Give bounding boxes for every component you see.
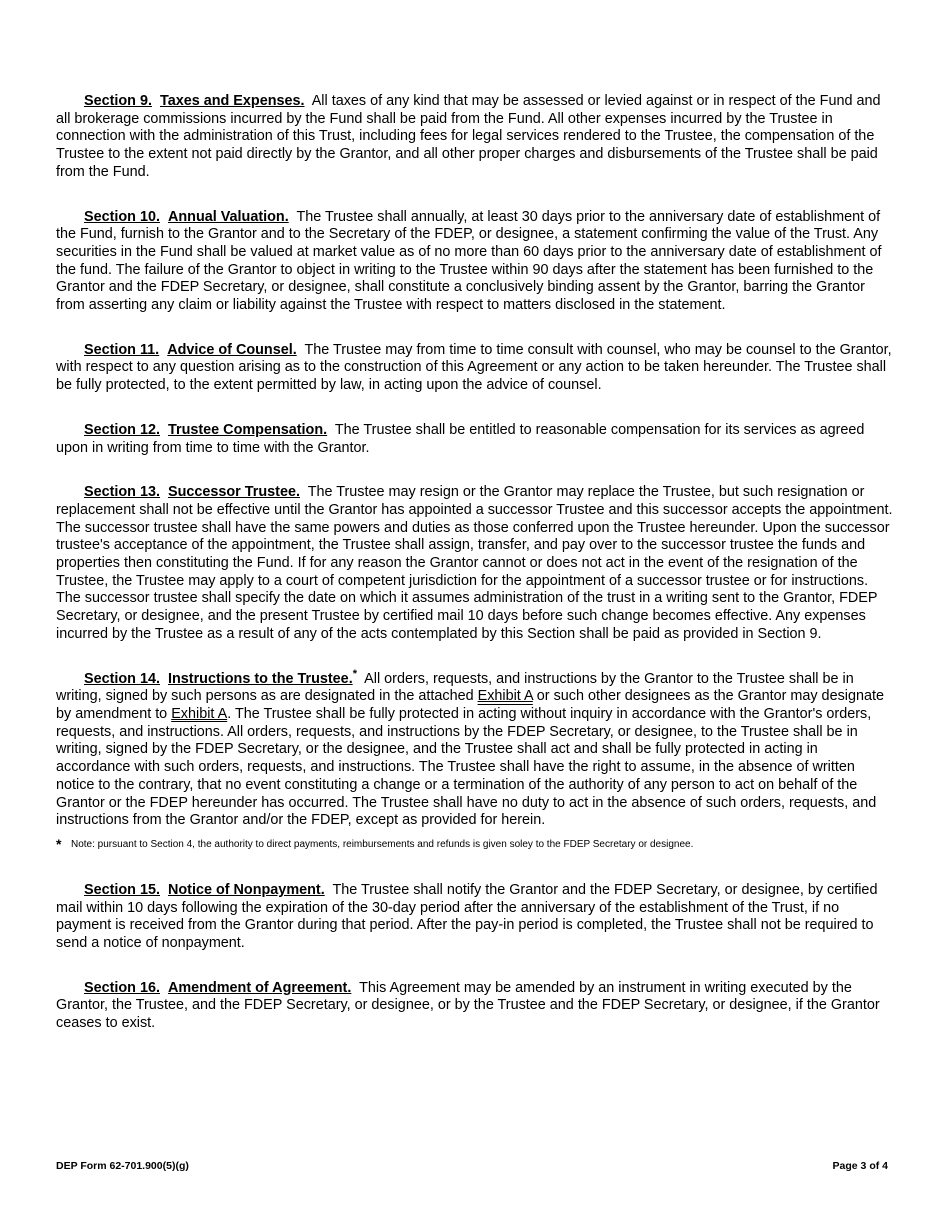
section-number: Section 11. (84, 341, 160, 358)
exhibit-a-link[interactable]: Exhibit A (477, 688, 533, 705)
section-title: Advice of Counsel. (167, 341, 297, 358)
section-number: Section 10. (84, 208, 160, 225)
section-body: The Trustee may resign or the Grantor may replace the Trustee, but such resignation or replacement shall not be effective until the Grantor has appointed a successor Trustee and this successor accepts the appointment. The successor trustee shall have the same powers and duties as those conferred upon the Trustee hereunder. Upon the successor trustee's acceptance of the appointment, the Trustee shall assign, transfer, and pay over to the successor trustee the funds and properties then constituting the Fund. If for any reason the Grantor cannot or does not act in the event of the resignation of the Trustee, the Trustee may apply to a court of competent jurisdiction for the appointment of a successor trustee or for instructions. The successor trustee shall specify the date on which it assumes administration of the trust in a writing sent to the Grantor, FDEP Secretary, or designee, and the present Trustee by certified mail 10 days before such change becomes effective. Any expenses incurred by the Trustee as a result of any of the acts contemplated by this Section shall be paid as provided in Section 9. (56, 484, 893, 642)
footnote-marker: * (56, 835, 62, 852)
section-11 (56, 342, 896, 395)
section-12 (56, 422, 896, 457)
section-body: The Trustee shall annually, at least 30 days prior to the anniversary date of establishment of the Fund, furnish to the Grantor and to the Secretary of the FDEP, or designee, a statement confirming the value of the Trust. Any securities in the Fund shall be valued at market value as of no more than 60 days prior to the anniversary date of establishment of the fund. The failure of the Grantor to object in writing to the Trustee within 90 days after the statement has been furnished to the Grantor and the FDEP Secretary, or designee, shall constitute a conclusively binding assent by the Grantor, barring the Grantor from asserting any claim or liability against the Trustee with respect to matters disclosed in the statement. (56, 208, 882, 314)
section-body: . The Trustee shall be fully protected in acting without inquiry in accordance with the Grantor's orders, requests, and instructions. All orders, requests, and instructions by the FDEP Secretary, or designee, to the Trustee shall be in writing, signed by the FDEP Secretary, or the designee, and the Trustee shall act and shall be fully protected in acting in accordance with such orders, requests, and instructions. The Trustee shall have the right to assume, in the absence of written notice to the contrary, that no event constituting a change or a termination of the authority of any person to act on behalf of the Grantor or the FDEP hereunder has occurred. The Trustee shall have no duty to act in the absence of such orders, requests, and instructions from the Grantor and/or the FDEP, except as provided for herein. (56, 705, 877, 829)
footnote (56, 835, 896, 852)
section-number: Section 9. (84, 93, 152, 109)
section-title: Trustee Compensation. (167, 421, 328, 438)
footnote-text: Note: pursuant to Section 4, the authority to direct payments, reimbursements and refunds is given soley to the FDEP Secretary or designee. (71, 838, 694, 850)
footnote-marker: * (352, 667, 357, 680)
section-number: Section 16. (84, 979, 160, 996)
section-13 (56, 484, 896, 643)
section-body: All taxes of any kind that may be assessed or levied against or in respect of the Fund and all brokerage commissions incurred by the Fund shall be paid from the Fund. All other expenses incurred by the Trustee in connection with the administration of this Trust, including fees for legal services rendered to the Trustee, the compensation of the Trustee to the extent not paid directly by the Grantor, and all other proper charges and disbursements of the Trustee shall be paid from the Fund. (56, 93, 881, 180)
section-title: Instructions to the Trustee. (167, 670, 353, 687)
section-15 (56, 882, 896, 953)
section-body: or such other designees as the Grantor may designate by amendment to (56, 688, 884, 722)
section-body: This Agreement may be amended by an instrument in writing executed by the Grantor, the Trustee, and the FDEP Secretary, or designee, or by the Trustee and the FDEP Secretary, or designee, if the Grantor ceases to exist. (56, 979, 880, 1032)
section-number: Section 14. (84, 670, 160, 687)
section-14 (56, 667, 896, 830)
section-body: The Trustee shall be entitled to reasonable compensation for its services as agreed upon in writing from time to time with the Grantor. (56, 421, 865, 456)
form-id: DEP Form 62-701.900(5)(g) (56, 1160, 189, 1172)
section-9 (56, 93, 896, 182)
section-body: The Trustee shall notify the Grantor and the FDEP Secretary, or designee, by certified mail within 10 days following the expiration of the 30-day period after the anniversary of the establishment of the Trust, if no payment is received from the Grantor during that period. After the pay-in period is completed, the Trustee shall not be required to send a notice of nonpayment. (56, 881, 878, 952)
section-title: Successor Trustee. (167, 484, 300, 501)
section-number: Section 13. (84, 484, 160, 501)
section-number: Section 15. (84, 881, 160, 898)
section-10 (56, 209, 896, 315)
section-body: The Trustee may from time to time consult with counsel, who may be counsel to the Grantor, with respect to any question arising as to the construction of this Agreement or any action to be taken hereunder. The Trustee shall be fully protected, to the extent permitted by law, in acting upon the advice of counsel. (56, 341, 892, 394)
document-page (56, 93, 896, 1033)
section-title: Amendment of Agreement. (167, 979, 352, 996)
section-title: Taxes and Expenses. (159, 93, 305, 109)
page-footer (56, 1160, 888, 1172)
section-body: All orders, requests, and instructions by the Grantor to the Trustee shall be in writing, signed by such persons as are designated in the attached (56, 670, 854, 705)
exhibit-a-link[interactable]: Exhibit A (171, 705, 228, 722)
page-number: Page 3 of 4 (832, 1160, 888, 1172)
section-title: Annual Valuation. (167, 208, 289, 225)
section-title: Notice of Nonpayment. (167, 881, 325, 898)
section-16 (56, 980, 896, 1033)
section-number: Section 12. (84, 421, 160, 438)
